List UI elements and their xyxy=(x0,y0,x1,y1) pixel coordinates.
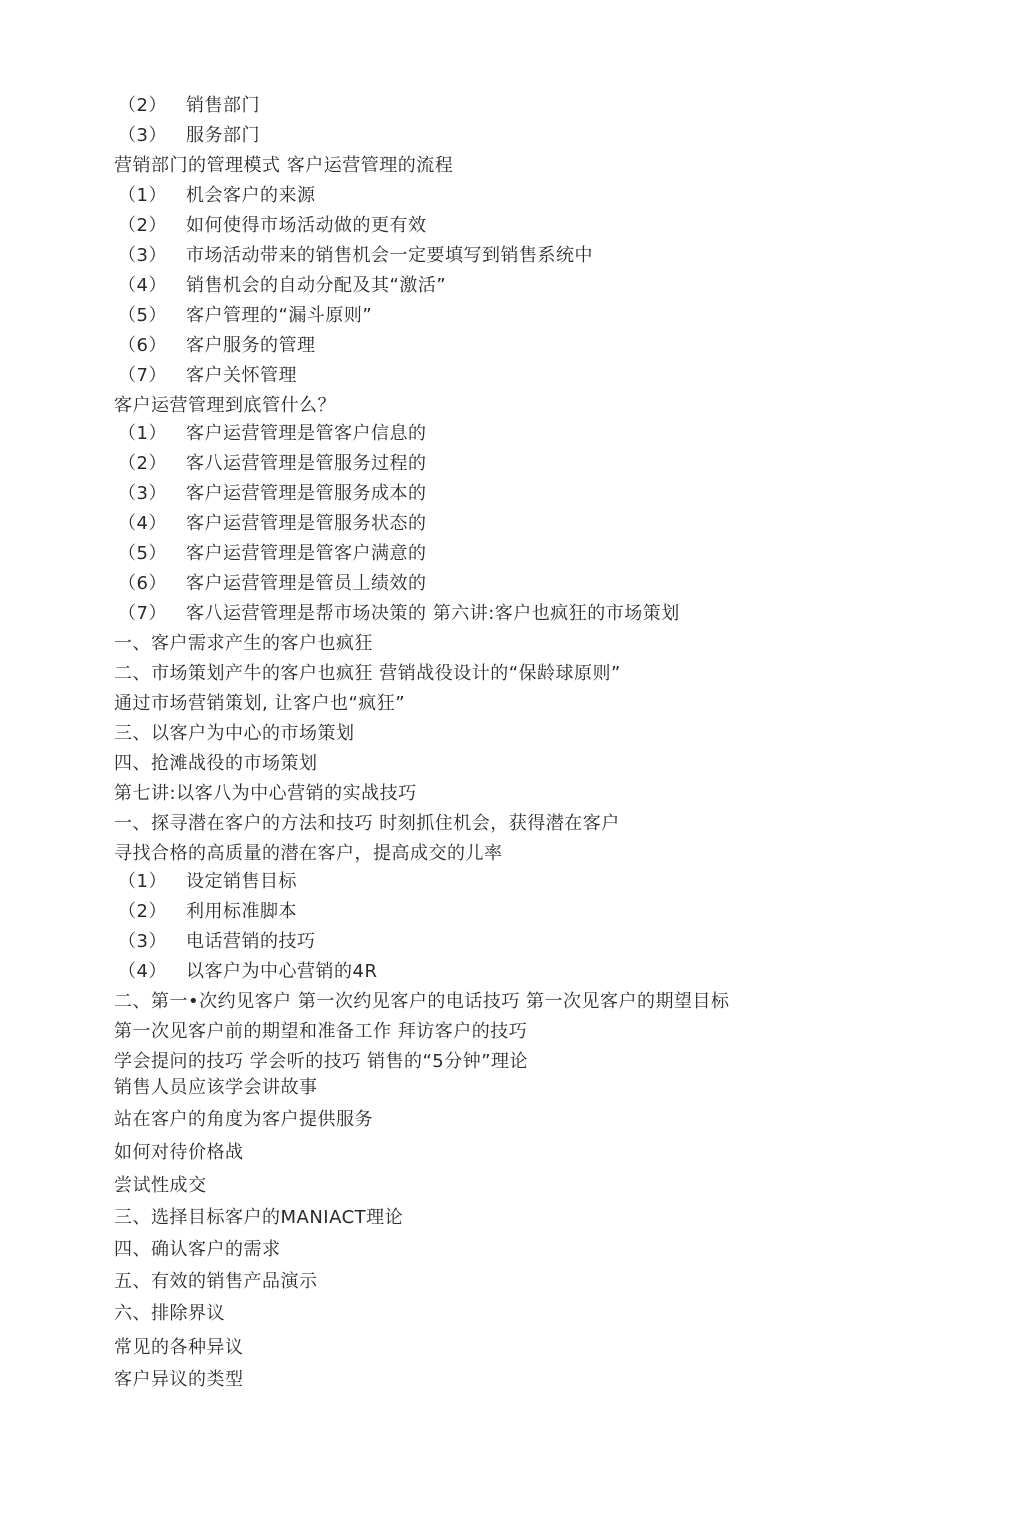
item-number: （2） xyxy=(118,901,167,922)
line-text: 以客户为中心营销的4R xyxy=(186,961,378,982)
item-number: （3） xyxy=(118,931,167,952)
item-number: （1） xyxy=(118,423,167,444)
item-number: （6） xyxy=(118,335,167,356)
line-text: 通过市场营销策划, 让客户也“疯狂” xyxy=(114,693,406,714)
item-number: （3） xyxy=(118,483,167,504)
item-number: （2） xyxy=(118,453,167,474)
text-line xyxy=(114,1108,373,1132)
text-line xyxy=(114,1336,244,1360)
numbered-item xyxy=(118,542,427,566)
numbered-item xyxy=(118,512,427,536)
item-number: （7） xyxy=(118,365,167,386)
item-number: （5） xyxy=(118,305,167,326)
text-line xyxy=(114,1238,281,1262)
line-text: 第一次见客户前的期望和准备工作 拜访客户的技巧 xyxy=(114,1021,528,1042)
line-text: 学会提问的技巧 学会听的技巧 销售的“5分钟”理论 xyxy=(114,1051,529,1072)
numbered-item xyxy=(118,930,316,954)
text-line xyxy=(114,662,621,686)
line-text: 销售人员应该学会讲故事 xyxy=(114,1077,318,1098)
line-text: 客户运营管理是管服务状态的 xyxy=(186,513,427,534)
numbered-item xyxy=(118,334,316,358)
line-text: 客户服务的管理 xyxy=(186,335,316,356)
item-number: （1） xyxy=(118,871,167,892)
text-line xyxy=(114,842,503,866)
line-text: 一、探寻潜在客户的方法和技巧 时刻抓住机会，获得潜在客户 xyxy=(114,813,620,834)
numbered-item xyxy=(118,274,446,298)
item-number: （5） xyxy=(118,543,167,564)
line-text: 客户管理的“漏斗原则” xyxy=(186,305,373,326)
numbered-item xyxy=(118,214,427,238)
text-line xyxy=(114,1141,244,1165)
text-line xyxy=(114,394,336,418)
numbered-item xyxy=(118,452,427,476)
item-number: （3） xyxy=(118,125,167,146)
numbered-item xyxy=(118,94,260,118)
line-text: 寻找合格的高质量的潜在客户，提高成交的儿率 xyxy=(114,843,503,864)
line-text: 客户运营管理是管员丄绩效的 xyxy=(186,573,427,594)
numbered-item xyxy=(118,482,427,506)
line-text: 二、第一•次约见客户 第一次约见客户的电话技巧 第一次见客户的期望目标 xyxy=(114,991,730,1012)
line-text: 销售机会的自动分配及其“激活” xyxy=(186,275,447,296)
line-text: 四、确认客户的需求 xyxy=(114,1239,281,1260)
text-line xyxy=(114,1302,225,1326)
item-number: （2） xyxy=(118,215,167,236)
text-line xyxy=(114,990,730,1014)
numbered-item xyxy=(118,244,593,268)
line-text: 一、客户需求产生的客户也疯狂 xyxy=(114,633,373,654)
line-text: 四、抢滩战役的市场策划 xyxy=(114,753,318,774)
text-line xyxy=(114,782,417,806)
line-text: 客八运营管理是帮市场决策的 第六讲:客户也疯狂的市场策划 xyxy=(186,603,680,624)
line-text: 销售部门 xyxy=(186,95,260,116)
line-text: 客八运营管理是管服务过程的 xyxy=(186,453,427,474)
item-number: （3） xyxy=(118,245,167,266)
numbered-item xyxy=(118,870,297,894)
line-text: 营销部门的管理模式 客户运营管理的流程 xyxy=(114,155,454,176)
line-text: 如何对待价格战 xyxy=(114,1142,244,1163)
numbered-item xyxy=(118,960,377,984)
line-text: 六、排除界议 xyxy=(114,1303,225,1324)
text-line xyxy=(114,692,405,716)
item-number: （2） xyxy=(118,95,167,116)
line-text: 如何使得市场活动做的更有效 xyxy=(186,215,427,236)
numbered-item xyxy=(118,124,260,148)
text-line xyxy=(114,722,355,746)
line-text: 服务部门 xyxy=(186,125,260,146)
item-number: （4） xyxy=(118,275,167,296)
text-line xyxy=(114,1076,318,1100)
line-text: 客户运营管理到底管什么？ xyxy=(114,395,336,416)
item-number: （7） xyxy=(118,603,167,624)
text-line xyxy=(114,1174,207,1198)
line-text: 客户运营管理是管客户信息的 xyxy=(186,423,427,444)
line-text: 第七讲:以客八为中心营销的实战技巧 xyxy=(114,783,417,804)
line-text: 设定销售目标 xyxy=(186,871,297,892)
text-line xyxy=(114,1020,527,1044)
numbered-item xyxy=(118,304,372,328)
item-number: （4） xyxy=(118,513,167,534)
line-text: 站在客户的角度为客户提供服务 xyxy=(114,1109,373,1130)
numbered-item xyxy=(118,364,297,388)
line-text: 机会客户的来源 xyxy=(186,185,316,206)
line-text: 市场活动带来的销售机会一定要填写到销售系统中 xyxy=(186,245,593,266)
line-text: 客户运营管理是管客户满意的 xyxy=(186,543,427,564)
line-text: 五、有效的销售产品演示 xyxy=(114,1271,318,1292)
line-text: 客户运营管理是管服务成本的 xyxy=(186,483,427,504)
numbered-item xyxy=(118,602,680,626)
item-number: （1） xyxy=(118,185,167,206)
line-text: 三、选择目标客户的MANIACT理论 xyxy=(114,1207,404,1228)
line-text: 尝试性成交 xyxy=(114,1175,207,1196)
text-line xyxy=(114,812,620,836)
numbered-item xyxy=(118,900,297,924)
line-text: 客户关怀管理 xyxy=(186,365,297,386)
item-number: （4） xyxy=(118,961,167,982)
line-text: 利用标准脚本 xyxy=(186,901,297,922)
line-text: 常见的各种异议 xyxy=(114,1337,244,1358)
text-line xyxy=(114,1270,318,1294)
line-text: 三、以客户为中心的市场策划 xyxy=(114,723,355,744)
text-line xyxy=(114,154,453,178)
line-text: 二、市场策划产牛的客户也疯狂 营销战役设计的“保龄球原则” xyxy=(114,663,621,684)
numbered-item xyxy=(118,422,427,446)
text-line xyxy=(114,1368,244,1392)
text-line xyxy=(114,1050,528,1074)
text-line xyxy=(114,632,373,656)
line-text: 电话营销的技巧 xyxy=(186,931,316,952)
item-number: （6） xyxy=(118,573,167,594)
line-text: 客户异议的类型 xyxy=(114,1369,244,1390)
numbered-item xyxy=(118,184,316,208)
numbered-item xyxy=(118,572,427,596)
text-line xyxy=(114,1206,403,1230)
text-line xyxy=(114,752,318,776)
